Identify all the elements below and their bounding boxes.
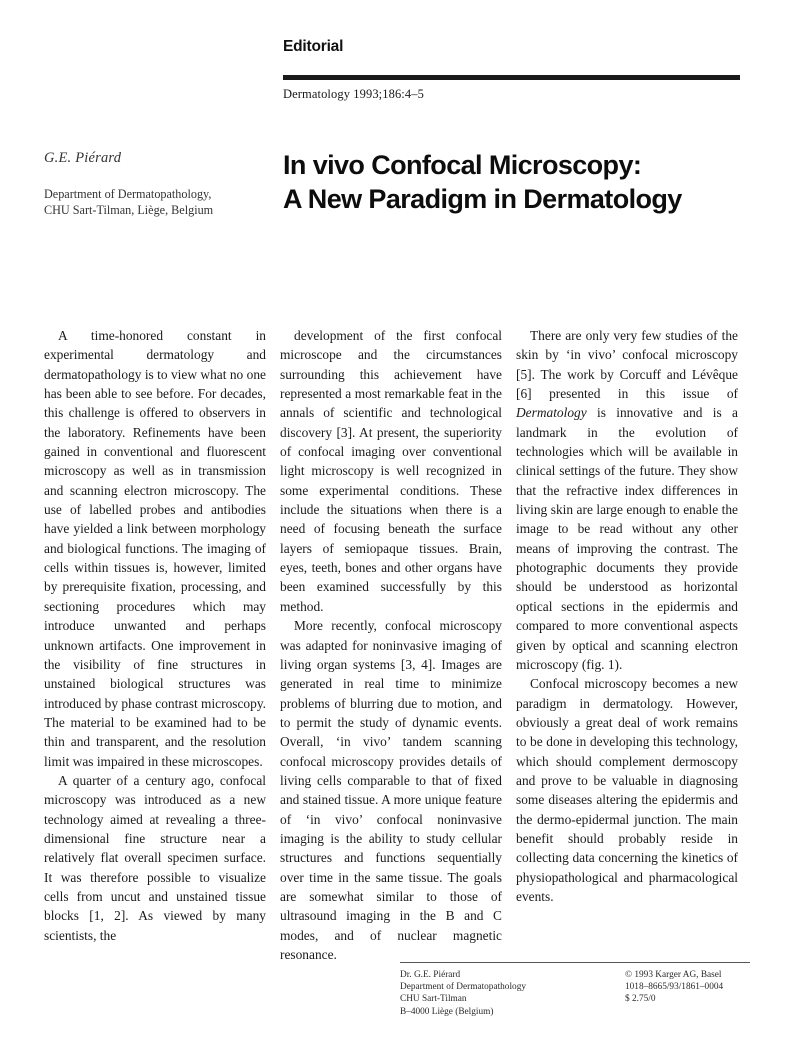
- title-line-1: In vivo Confocal Microscopy:: [283, 150, 642, 180]
- correspondence-block: [400, 962, 625, 1018]
- affiliation-line-2: CHU Sart-Tilman, Liège, Belgium: [44, 203, 214, 217]
- correspondence-line-2: Department of Dermatopathology: [400, 982, 526, 993]
- paragraph: Confocal microscopy becomes a new paradigm in dermatology. However, obviously a great deal of work remains to be done in developing this technology, which should complement dermoscopy and prove to be valuable in diagnosing some diseases altering the epidermis and the dermo-epidermal junction. The main benefit should probably reside in collecting data concerning the kinetics of physiopathological and pharmacological events.: [516, 676, 738, 904]
- correspondence-line-4: B–4000 Liège (Belgium): [400, 1006, 494, 1017]
- journal-name-italic: Dermatology: [516, 405, 587, 421]
- copyright-block: [625, 962, 750, 1018]
- paragraph-text-part-a: There are only very few studies of the skin by ‘in vivo’ confocal microscopy [5]. The work by Corcuff and Lévêque [6] presented in this issue of: [516, 328, 738, 402]
- affiliation-line-1: Department of Dermatopathology,: [44, 187, 212, 201]
- author-affiliation: [44, 186, 264, 218]
- journal-reference: Dermatology 1993;186:4–5: [283, 87, 424, 101]
- body-column-3: [516, 326, 738, 926]
- correspondence-line-3: CHU Sart-Tilman: [400, 994, 467, 1005]
- correspondence-line-1: Dr. G.E. Piérard: [400, 970, 461, 980]
- paragraph: More recently, confocal microscopy was adapted for noninvasive imaging of living organ systems [3, 4]. Images are generated in real time to minimize problems of blurring due to motion, and to permit the study of dynamic events. Overall, ‘in vivo’ tandem scanning confocal microscopy provides details of living cells comparable to that of fixed and stained tissue. A more unique feature of ‘in vivo’ confocal noninvasive imaging is the ability to study cellular structures and functions sequentially over time in the same tissue. The goals are somewhat similar to those of ultrasound imaging in the B and C modes, and of nuclear magnetic resonance.: [280, 618, 502, 962]
- paragraph: [516, 326, 738, 674]
- paragraph-text-part-b: is innovative and is a landmark in the evolution of technologies which will be available in clinical settings of the future. They show that the refractive index differences in living skin are large enough to enable the image to be read without any other means of improving the contrast. The photographic documents they provide should be understood as horizontal optical sections in the epidermis and compared to more conventional aspects given by optical and scanning electron microscopy (fig. 1).: [516, 405, 738, 672]
- paragraph: A time-honored constant in experimental dermatology and dermatopathology is to view what no one has been able to see before. For decades, this challenge is offered to observers in the laboratory. Refinements have been gained in conventional and fluorescent microscopy as well as in transmission and scanning electron microscopy. The use of labelled probes and antibodies have yielded a link between morphology and biological functions. The imaging of cells within tissues is, however, limited by prerequisite fixation, processing, and sectioning procedures which may introduce unwanted and perhaps unknown artifacts. One improvement in the visibility of fine structures in unstained biological structures was introduced by phase contrast microscopy. The material to be examined had to be thin and transparent, and the resolution limit was impaired in these microscopes.: [44, 328, 266, 769]
- copyright-line: © 1993 Karger AG, Basel: [625, 970, 722, 980]
- price-line: $ 2.75/0: [625, 994, 656, 1005]
- body-columns: [44, 326, 744, 962]
- page-title: [283, 148, 753, 216]
- header-divider-rule: [283, 75, 740, 80]
- body-column-2: [280, 326, 502, 962]
- author-name: G.E. Piérard: [44, 150, 122, 166]
- section-label: Editorial: [283, 38, 344, 55]
- body-column-1: [44, 326, 266, 943]
- issn-line: 1018–8665/93/1861–0004: [625, 982, 724, 993]
- page-footer: [400, 962, 750, 1018]
- paragraph: development of the first confocal microscope and the circumstances surrounding this achievement have represented a most remarkable feat in the annals of scientific and technological discovery [3]. At present, the superiority of confocal imaging over conventional light microscopy is well recognized in some experimental conditions. These include the situations when there is a need of focusing beneath the surface layers of semiopaque tissues. Brain, eyes, teeth, bones and other organs have been examined successfully by this method.: [280, 328, 502, 614]
- paragraph: A quarter of a century ago, confocal microscopy was introduced as a new technology aimed at revealing a three-dimensional fine structure near a relatively flat overall specimen surface. It was therefore possible to visualize cells from uncut and unstained tissue blocks [1, 2]. As viewed by many scientists, the: [44, 772, 266, 943]
- title-line-2: A New Paradigm in Dermatology: [283, 184, 682, 214]
